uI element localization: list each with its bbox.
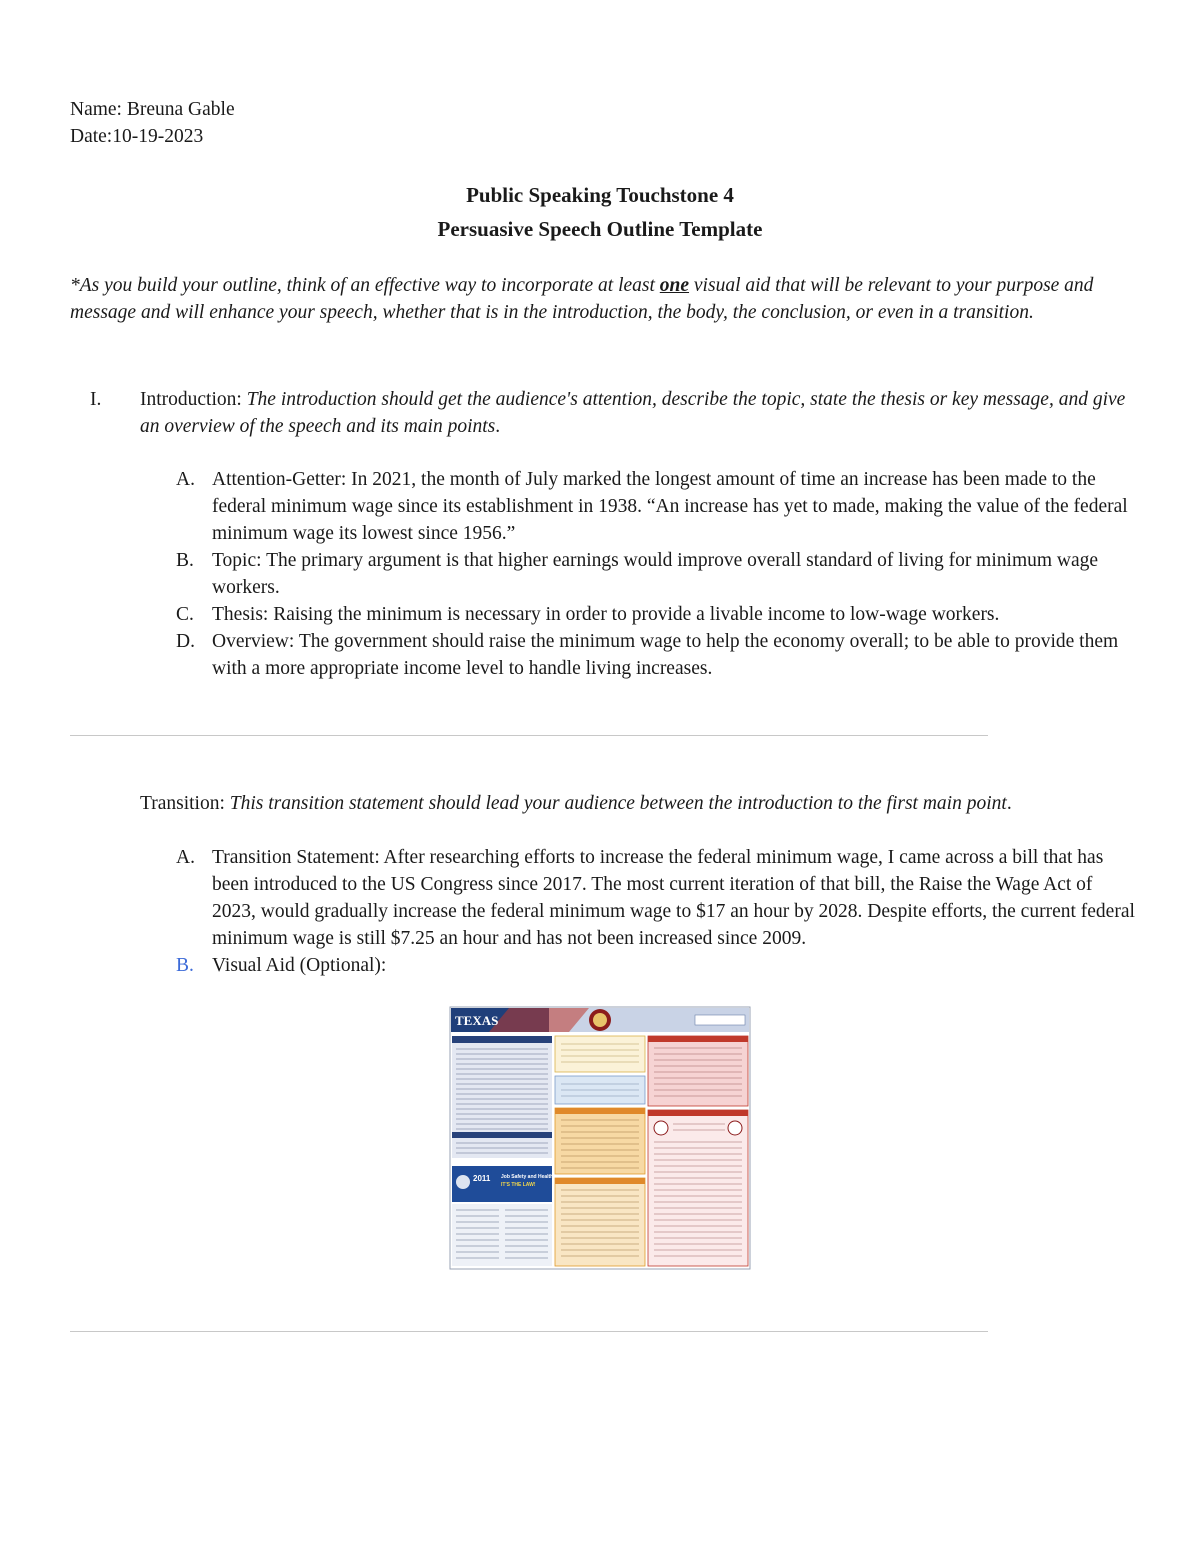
item-marker: A.	[176, 469, 195, 490]
section-numeral: I.	[90, 389, 102, 410]
item-text: Transition Statement: After researching efforts to increase the federal minimum wage, I came across a bill that has been introduced to the US Congress since 2017. The most current iteration of that bill, the Raise the Wage Act of 2023, would gradually increase the federal minimum wage to $17 an hour by 2028. Despite efforts, the current federal minimum wage is still $7.25 an hour and has not been increased since 2009.	[212, 847, 1135, 949]
poster-state-label: TEXAS	[455, 1013, 499, 1028]
list-item	[176, 628, 1130, 682]
item-text: Visual Aid (Optional):	[212, 955, 387, 976]
labor-law-poster-image	[449, 1006, 751, 1270]
transition-description: This transition statement should lead your audience between the introduction to the first main point	[229, 793, 1007, 814]
list-item	[176, 466, 1130, 547]
document-title	[0, 178, 1200, 246]
section-divider	[70, 1331, 988, 1332]
transition-period: .	[1006, 793, 1012, 814]
list-item	[176, 844, 1136, 952]
poster-osha-line-1: Job Safety and Health	[501, 1174, 554, 1180]
transition-label: Transition:	[140, 793, 230, 814]
item-marker: D.	[176, 631, 195, 652]
date-line: Date:10-19-2023	[70, 126, 204, 147]
instruction-emphasis: one	[659, 275, 690, 296]
item-text: Attention-Getter: In 2021, the month of July marked the longest amount of time an increase has been made to the federal minimum wage since its establishment in 1938. “An increase has yet to made, making the value of the federal minimum wage its lowest since 1956.”	[212, 469, 1128, 544]
title-line-2: Persuasive Speech Outline Template	[437, 217, 763, 241]
instruction-text-end: visual aid that will be relevant to your purpose and message and will enhance your speech, whether that is in the introduction, the body, the conclusion, or even in a transition.	[70, 275, 1094, 323]
student-header	[70, 96, 235, 150]
poster-badge-year: 2011	[473, 1174, 491, 1183]
section-label: Introduction:	[140, 389, 247, 410]
instruction-text-start: *As you build your outline, think of an effective way to incorporate at least	[70, 275, 660, 296]
list-item	[176, 547, 1130, 601]
section-divider	[70, 735, 988, 736]
item-marker: B.	[176, 550, 194, 571]
list-item	[176, 952, 1136, 979]
instruction-paragraph	[70, 272, 1130, 326]
item-marker: B.	[176, 955, 194, 976]
poster-osha-line-2: IT'S THE LAW!	[501, 1182, 536, 1188]
item-marker: A.	[176, 847, 195, 868]
item-marker: C.	[176, 604, 194, 625]
section-period: .	[495, 416, 501, 437]
item-text: Topic: The primary argument is that higher earnings would improve overall standard of living for minimum wage workers.	[212, 550, 1099, 598]
section-text	[140, 386, 1130, 440]
section-description: The introduction should get the audience's attention, describe the topic, state the thesis or key message, and give an overview of the speech and its main points	[140, 389, 1126, 437]
title-line-1: Public Speaking Touchstone 4	[466, 183, 734, 207]
transition-items	[176, 844, 1136, 979]
introduction-items	[176, 466, 1130, 682]
item-text: Overview: The government should raise the minimum wage to help the economy overall; to be able to provide them with a more appropriate income level to handle living increases.	[212, 631, 1119, 679]
name-line: Name: Breuna Gable	[70, 99, 235, 120]
item-text: Thesis: Raising the minimum is necessary in order to provide a livable income to low-wage workers.	[212, 604, 1000, 625]
transition-heading	[140, 790, 1130, 817]
list-item	[176, 601, 1130, 628]
